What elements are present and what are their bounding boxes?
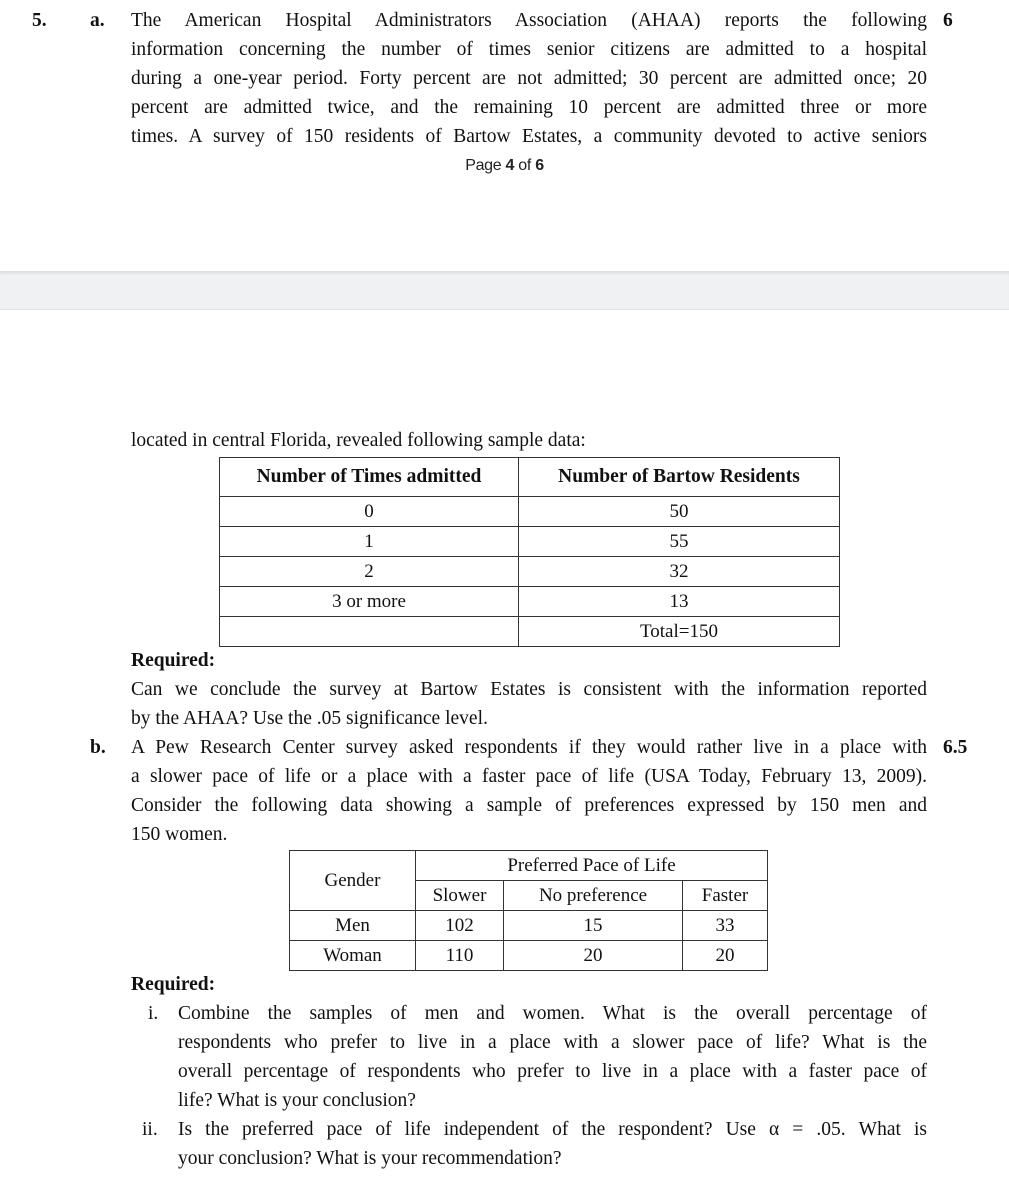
table-row (290, 911, 768, 941)
cell-times (220, 617, 519, 647)
table-header-row (290, 851, 768, 881)
cell-no-preference: 20 (504, 941, 683, 971)
page-total: 6 (535, 157, 544, 174)
cell-slower: 102 (416, 911, 504, 941)
part-b-text-line: 150 women. (131, 824, 228, 845)
cell-times: 2 (220, 557, 519, 587)
part-b-text-line: a slower pace of life or a place with a faster pace of life (USA Today, February 13, 2009). (131, 766, 927, 787)
page-number-footer (0, 157, 1009, 175)
cell-residents: 50 (519, 497, 840, 527)
cell-times: 3 or more (220, 587, 519, 617)
part-a-text-line: The American Hospital Administrators Association (AHAA) reports the following (131, 10, 927, 31)
question-number: 5. (32, 10, 47, 31)
cell-total: Total=150 (519, 617, 840, 647)
part-a-marks: 6 (943, 10, 953, 31)
table-header-row (220, 458, 840, 497)
page-separator (0, 271, 1009, 310)
table-row (220, 497, 840, 527)
item-ii-line: your conclusion? What is your recommendation? (178, 1148, 562, 1169)
part-b-label: b. (90, 737, 106, 758)
part-a-required-line: by the AHAA? Use the .05 significance level. (131, 708, 488, 729)
cell-no-preference: 15 (504, 911, 683, 941)
page-middle: of (514, 157, 536, 174)
header-preferred-pace: Preferred Pace of Life (416, 851, 768, 881)
part-a-required-line: Can we conclude the survey at Bartow Estates is consistent with the information reported (131, 679, 927, 700)
table-row (220, 587, 840, 617)
cell-gender: Woman (290, 941, 416, 971)
pace-of-life-table (289, 850, 768, 971)
part-a-text-line: times. A survey of 150 residents of Bartow Estates, a community devoted to active seniors (131, 126, 927, 147)
table-row (220, 527, 840, 557)
page-prefix: Page (465, 157, 506, 174)
item-i-line: overall percentage of respondents who prefer to live in a place with a faster pace of (178, 1061, 927, 1082)
part-a-text-line: information concerning the number of times senior citizens are admitted to a hospital (131, 39, 927, 60)
table-row (220, 557, 840, 587)
header-no-preference: No preference (504, 881, 683, 911)
cell-residents: 55 (519, 527, 840, 557)
header-faster: Faster (683, 881, 768, 911)
part-b-text-line: A Pew Research Center survey asked respondents if they would rather live in a place with (131, 737, 927, 758)
table-row (290, 941, 768, 971)
cell-gender: Men (290, 911, 416, 941)
part-a-text-line: percent are admitted twice, and the remaining 10 percent are admitted three or more (131, 97, 927, 118)
part-a-continued-line: located in central Florida, revealed following sample data: (131, 430, 586, 451)
item-ii-line: Is the preferred pace of life independent of the respondent? Use α = .05. What is (178, 1119, 927, 1140)
part-b-marks: 6.5 (943, 737, 968, 758)
cell-times: 1 (220, 527, 519, 557)
part-b-required-label: Required: (131, 974, 216, 995)
header-bartow-residents: Number of Bartow Residents (519, 458, 840, 497)
page-current: 4 (505, 157, 515, 174)
header-times-admitted: Number of Times admitted (220, 458, 519, 497)
cell-residents: 13 (519, 587, 840, 617)
cell-times: 0 (220, 497, 519, 527)
part-a-required-label: Required: (131, 650, 216, 671)
item-i-line: Combine the samples of men and women. What is the overall percentage of (178, 1003, 927, 1024)
admissions-table (219, 457, 840, 647)
part-b-text-line: Consider the following data showing a sample of preferences expressed by 150 men and (131, 795, 927, 816)
cell-faster: 20 (683, 941, 768, 971)
table-total-row (220, 617, 840, 647)
cell-residents: 32 (519, 557, 840, 587)
header-slower: Slower (416, 881, 504, 911)
cell-faster: 33 (683, 911, 768, 941)
item-i-number: i. (148, 1003, 159, 1024)
part-a-label: a. (90, 10, 105, 31)
item-i-line: respondents who prefer to live in a place with a slower pace of life? What is the (178, 1032, 927, 1053)
item-i-line: life? What is your conclusion? (178, 1090, 416, 1111)
header-gender: Gender (290, 851, 416, 911)
cell-slower: 110 (416, 941, 504, 971)
item-ii-number: ii. (142, 1119, 158, 1140)
part-a-text-line: during a one-year period. Forty percent are not admitted; 30 percent are admitted once; 20 (131, 68, 927, 89)
